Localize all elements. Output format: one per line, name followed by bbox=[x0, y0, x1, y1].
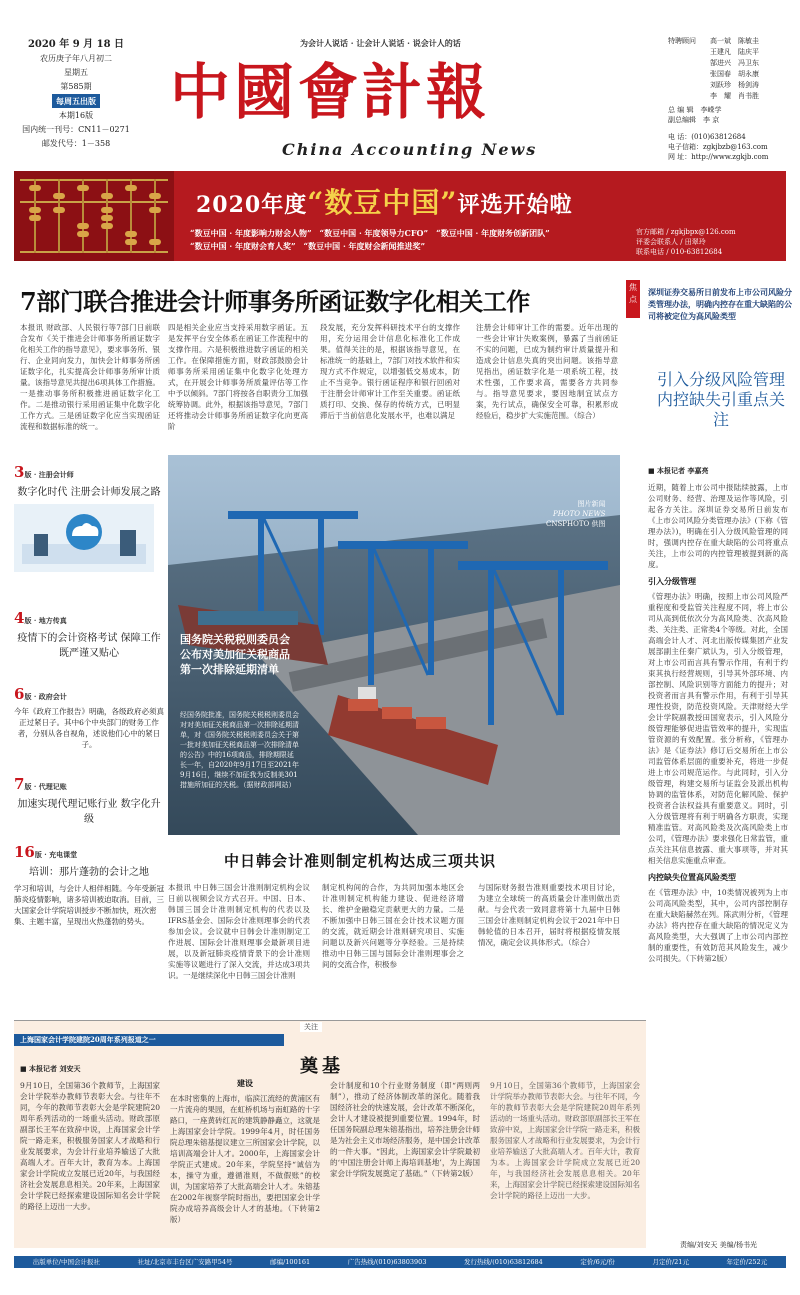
digital-cloud-illustration bbox=[14, 504, 154, 572]
index-summary: 学习和培训，与会计人相伴相随。今年受新冠肺炎疫情影响，诸多培训被迫取消。目前，三大国家会计学院培训授步不断加快，班次密集、主题丰富，呈现出火热蓬勃的势头。 bbox=[14, 884, 164, 926]
contact-email: 电子信箱：zgkjbzb@163.com bbox=[668, 143, 768, 151]
right-article bbox=[648, 482, 788, 1232]
feature-headline[interactable]: 奠基 bbox=[300, 1056, 344, 1077]
right-subhead-2: 内控缺失位置高风险类型 bbox=[648, 872, 736, 882]
page-count: 本期16版 bbox=[58, 111, 94, 120]
feature-body: 在本时密集的上海市，临滨江流经的黄浦区有一片流舟的果园，在虹桥机场与南虹路的十字路口，一座黄砖红瓦的建筑静静矗立，这就是上海国家会计学院。1999年4月，时任国务院总理朱镕基提议建立三所国家会计学院，以培训高端会计人才。2000年，上海国家会计学院正式建成。20年来，学院坚持“诚信为本，操守为重，遵循准则，不做假账”的校训，为国家培养了大批高端会计人才。朱镕基在2002年视察学院时指出，要把国家会计学院办成培养高级会计人才的基地。（下转第2版） bbox=[170, 1094, 320, 1224]
photo-caption: 经国务院批准，国务院关税税则委员会对对美加征关税商品第一次排除延期清单，对《国务院关税税则委员会关于第一批对美加征关税商品第一次排除清单的公告》中的16项商品，排除期限延长一年，自2020年9月17日至2021年9月16日，继续不加征我为反制美301措施所加征的关税。（据财政部网站） bbox=[180, 711, 299, 789]
editor-row: 副总编辑 李 京 bbox=[668, 116, 720, 124]
section-label: 版 · 充电课堂 bbox=[34, 850, 78, 859]
award-row: “数豆中国 · 年度财会育人奖” “数豆中国 · 年度财会新闻推进奖” bbox=[190, 241, 426, 251]
footer-item: 月定价/21元 bbox=[652, 1258, 689, 1266]
newspaper-title: 中國會計報 bbox=[170, 58, 490, 128]
feature-col-4: 9月10日，全国第36个教师节，上海国家会计学院举办教师节表彰大会。与往年不同，今年的教师节表彰大会是学院建院20周年系列活动的一场重头活动。财政部原副部长王军在致辞中说，上海国家会计学院一路走来，积极服务国家人才战略和行业发展要求，为会计行业培养输送了大批高端人才。百年大计，教育为本。上海国家会计学院成立发展已近20年，与我国经济社会发展息息相关。20年来，上海国家会计学院已经探索建设国际知名会计学院的路径上迈出一大步。 bbox=[490, 1081, 640, 1200]
lead-col-2: 四是相关企业应当支持采用数字函证。五是发挥平台安全体系在函证工作流程中的支撑作用。六是积极推进数字函证的相关工作。在保障措施方面，财政部鼓励会计师事务所采用函证集中化数字化处理方式，在开展会计师事务所质量评估等工作中予以倾斜。7部门将按各自职责分工加强统筹协调。此外，根据该指导意见，7部门还将推动会计师事务所函证数字化向更高阶 bbox=[168, 323, 308, 431]
index-item-page-6[interactable] bbox=[14, 684, 164, 750]
right-headline[interactable]: 引入分级风险管理 内控缺失引重点关注 bbox=[656, 370, 785, 429]
right-body-1: 近期，随着上市公司中报陆续披露，上市公司财务、经营、治理及运作等风险，引起各方关注。深圳证券交易所日前发布《上市公司风险分类管理办法》(下称《管理办法》)，明确在引入分级风险管理的同时，强调内控存在重大缺陷的公司将重点关注，上市公司的内控管理被提到新的高度。 bbox=[648, 483, 788, 569]
advisors-label: 特聘顾问 bbox=[668, 37, 696, 45]
cn-number: 国内统一刊号：CN11－0271 bbox=[22, 125, 130, 134]
masthead-info bbox=[16, 38, 136, 151]
contact-website: 网 址：http://www.zgkjb.com bbox=[668, 153, 769, 161]
index-item-page-16[interactable] bbox=[14, 842, 164, 927]
footer-bar bbox=[14, 1256, 786, 1268]
story2-headline[interactable]: 中日韩会计准则制定机构达成三项共识 bbox=[224, 852, 497, 870]
weekday: 星期五 bbox=[64, 68, 88, 77]
feature-subhead: 建设 bbox=[237, 1078, 253, 1088]
editors bbox=[668, 105, 721, 125]
index-headline: 疫情下的会计资格考试 保障工作既严谨又贴心 bbox=[17, 633, 161, 659]
feature-byline: ■ 本报记者 刘安天 bbox=[20, 1064, 81, 1073]
postal-code: 邮发代号：1－358 bbox=[41, 139, 111, 148]
feature-col-2 bbox=[170, 1072, 320, 1240]
slogan: 为会计人说话 · 让会计人说话 · 说会计人的话 bbox=[300, 38, 461, 48]
right-body-2: 《管理办法》明确，按照上市公司风险严重程度和受监管关注程度不同，将上市公司从高到低依次分为高风险类、次高风险类、关注类、正常类4个等级。对此，全国高端会计人才、河北出版传媒集团产业发展部副主任秦广斌认为，引入分级管理，对上市公司而言具有警示作用，有利于约束其执行经营规则，引导其外部环境、内部控制、风险识别等方面能力的提升；对投资者而言具有警示作用，有利于引导其理性投资，防范投资风险。天津财经大学会计学院副教授田国宽表示，引入风险分级管理能够促进监管效率的提升，实现监管资源的有效配置。张分析称，《管理办法》是《证券法》修订后交易所在上市公司监管体系层面的重要补充，将进一步促进上市公司规范运作。与此同时，引入分级管理，构建交易所与证监会及派出机构协调的监管体系，对防范化解风险、保护投资者合法权益具有重要意义。同时，引入分级管理将有利于明确各方职责，实现精准监管。对高风险类及次高风险类上市公司，《管理办法》要求强化日常监管，重点关注其信息披露、重大事项等，并对其相关信息实施重点审查。 bbox=[648, 592, 788, 865]
section-label: 版 · 政府会计 bbox=[24, 692, 67, 701]
banner-contact-person: 评委会联系人 / 田翠玲 bbox=[636, 238, 706, 246]
banner-phone: 联系电话 / 010-63812684 bbox=[636, 248, 723, 256]
section-label: 版 · 注册会计师 bbox=[24, 470, 74, 479]
index-summary: 今年《政府工作报告》明确，各级政府必须真正过紧日子。其中6个中央部门的财务工作者，分别从各自视角，述说他们心中的紧日子。 bbox=[14, 707, 164, 749]
photo-credit: CNSPHOTO 供图 bbox=[546, 520, 606, 528]
footer-item: 广告热线/(010)63803903 bbox=[347, 1258, 427, 1266]
banner-call: 评选开始啦 bbox=[457, 192, 573, 218]
banner-title bbox=[196, 181, 572, 221]
advisor-row: 高一斌 陈敏圭 bbox=[710, 37, 759, 45]
feature-series: 上海国家会计学院建院20周年系列报道之一 bbox=[14, 1034, 284, 1046]
newspaper-title-en: China Accounting News bbox=[282, 140, 538, 159]
index-item-page-7[interactable] bbox=[14, 774, 164, 827]
index-item-page-3[interactable] bbox=[14, 462, 164, 576]
contact-phone: 电 话：(010)63812684 bbox=[668, 133, 746, 141]
banner-brand: “数豆中国” bbox=[307, 186, 458, 219]
section-label: 版 · 地方传真 bbox=[24, 616, 67, 625]
right-body-3: 在《管理办法》中，10类情况被列为上市公司高风险类型，其中，公司内部控制存在重大缺陷赫然在列。陈武则分析，《管理办法》将内控存在重大缺陷的情况定义为高风险类型，大大强调了上市公司内部控制的重要性，有效防范其风险发生，减少公司损失。（下转第2版） bbox=[648, 888, 788, 963]
advisor-row: 张国春 胡永康 bbox=[710, 70, 759, 78]
issue-date: 2020 年 9 月 18 日 bbox=[27, 39, 125, 50]
abacus-illustration bbox=[14, 171, 174, 261]
index-headline: 培训：那片蓬勃的会计之地 bbox=[29, 867, 149, 878]
editor-row: 总 编 辑 李嵘学 bbox=[668, 106, 722, 114]
photo-news-en: PHOTO NEWS bbox=[553, 510, 606, 518]
page-number: 16 bbox=[14, 843, 35, 861]
page-number: 7 bbox=[14, 775, 25, 793]
editor-line: 责编/刘安天 美编/杨书光 bbox=[680, 1241, 757, 1249]
footer-item: 社址/北京市丰台区广安路甲54号 bbox=[137, 1258, 233, 1266]
lead-headline[interactable]: 7部门联合推进会计师事务所函证数字化相关工作 bbox=[20, 287, 530, 316]
advisor-row: 郜进兴 冯卫东 bbox=[710, 59, 759, 67]
footer-item: 邮编/100161 bbox=[270, 1258, 311, 1266]
photo-news-label bbox=[546, 499, 605, 529]
advisor-row: 李 耀 肖书胜 bbox=[710, 92, 759, 100]
focus-tag: 焦点 bbox=[626, 280, 640, 318]
section-label: 版 · 代理记账 bbox=[24, 782, 67, 791]
issue-number: 第585期 bbox=[60, 82, 92, 91]
banner-email: 官方邮箱 / zgkjbpx@126.com bbox=[636, 228, 736, 236]
index-headline: 数字化时代 注册会计师发展之路 bbox=[17, 487, 161, 498]
footer-item: 定价/6元/份 bbox=[580, 1258, 615, 1266]
feature-label: 关注 bbox=[300, 1022, 322, 1032]
right-teaser: 深圳证券交易所日前发布上市公司风险分类管理办法，明确内控存在重大缺陷的公司将被定位为高风险类型 bbox=[648, 287, 792, 321]
index-headline: 加速实现代理记账行业 数字化升级 bbox=[17, 799, 161, 825]
footer-item: 年定价/252元 bbox=[726, 1258, 768, 1266]
lead-col-1: 本报讯 财政部、人民银行等7部门日前联合发布《关于推进会计师事务所函证数字化相关工作的指导意见》，要求事务所、银行、企业同向发力，加快会计师事务所函证数字化，扎实提高会计师事务所审计质量。该指导意见共提出6项具体工作措施。一是推动事务所积极推进函证数字化工作。二是推动银行采用函证集中化数字化工作方式。三是函证数字化应当实现函证流程和数据标准的统一。 bbox=[20, 323, 160, 431]
advisor-row: 刘跃珍 杨剑涛 bbox=[710, 81, 759, 89]
footer-item: 发行热线/(010)63812684 bbox=[464, 1258, 543, 1266]
lead-col-3: 段发展，充分发挥科研技术平台的支撑作用，充分运用会计信息化标准化工作成果。值得关注的是，根据该指导意见，在标准统一的基础上，7部门对技术软件和实现方式不作规定，以增强低交易成本，防止不当竞争。银行函证程序和银行回函对于注册会计师审计工作至关重要。函证纸质打印、交换、保存的传统方式，已明显滞后于当前信息化发展水平，也难以满足 bbox=[320, 323, 460, 420]
award-row: “数豆中国 · 年度影响力财会人物” “数豆中国 · 年度领导力CFO” “数豆中国 · 年度财务创新团队” bbox=[190, 228, 550, 238]
page-number: 3 bbox=[14, 463, 25, 481]
advisor-row: 王建凡 陆庆平 bbox=[710, 48, 759, 56]
lead-col-4: 注册会计师审计工作的需要。近年出现的一些会计审计失败案例，暴露了当前函证不实的问题，已成为制约审计质量提升和造成会计信息失真的突出问题。该指导意见指出，函证数字化是一项系统工程，技术性强，工作要求高，需要各方共同参与。指导意见要求，要因地制宜试点方案，先行试点，确保安全可靠，积累形成经验后，稳步扩大实施范围。（综合） bbox=[476, 323, 618, 420]
feature-col-3: 会计制度和10个行业财务制度（即“两则两制”），推动了经济体制改革的深化。随着我国经济社会的快速发展，会计改革不断深化，会计人才建设被提到重要位置。1994年，时任国务院副总理朱镕基指出，培养注册会计师是为社会主义市场经济服务，是中国会计改革的一件大事。“因此，上海国家会计学院最初的‘中国注册会计师上海培训基地’，为上海国家会计学院发展奠定了基础。”（下转第2版） bbox=[330, 1081, 480, 1178]
right-subhead-1: 引入分级管理 bbox=[648, 576, 696, 586]
banner-year: 2020年度 bbox=[196, 192, 308, 218]
story2-col-3: 与国际财务报告准则重要技术项目讨论，为建立全球统一的高质量会计准则做出贡献。与会代表一致同意将第十九届中日韩三国会计准则制定机构会议于2021年中日韩轮值的日本召开，届时将根据疫情发展情况，确定会议具体形式。（综合） bbox=[478, 883, 620, 947]
page-number: 4 bbox=[14, 609, 25, 627]
banner-awards bbox=[190, 227, 550, 253]
photo-headline[interactable]: 国务院关税税则委员会公布对美加征关税商品第一次排除延期清单 bbox=[180, 633, 290, 676]
story2-col-1: 本报讯 中日韩三国会计准则制定机构会议日前以视频会议方式召开。中国、日本、韩国三国会计准则制定机构的代表以及IFRS基金会、国际会计准则理事会的代表参加会议。会议就中日韩会计准则制定工作进展、国际会计准则理事会最新项目进展，以及新冠肺炎疫情背景下的会计准则实施等议题进行了深入交流，并达成3项共识。一是继续深化中日韩三国会计准则 bbox=[168, 883, 310, 980]
story2-col-2: 制定机构间的合作，为共同加强本地区会计准则制定机构能力建设、促进经济增长、维护金融稳定贡献更大的力量。二是不断加强中日韩三国在会计技术议题方面的交流，就近期会计准则研究项目、实施问题以及新兴问题等分享经验。三是持续推动中日韩三国与国际会计准则理事会之间的交流合作，积极参 bbox=[322, 883, 464, 969]
weekly-badge: 每周五出版 bbox=[52, 94, 100, 108]
photo-news-cn: 图片新闻 bbox=[577, 500, 606, 508]
page-number: 6 bbox=[14, 685, 25, 703]
footer-item: 出版单位/中国会计报社 bbox=[32, 1258, 100, 1266]
index-item-page-4[interactable] bbox=[14, 608, 164, 661]
contact-info bbox=[668, 132, 768, 162]
feature-col-1: 9月10日，全国第36个教师节，上海国家会计学院举办教师节表彰大会。与往年不同，今年的教师节表彰大会是学院建院20周年系列活动的一场重头活动。财政部原副部长王军在致辞中说，上海国家会计学院一路走来，积极服务国家人才战略和行业发展要求，为会计行业培养输送了大批高端人才。百年大计，教育为本。上海国家会计学院成立发展已近20年，与我国经济社会发展息息相关。20年来，上海国家会计学院已经探索建设国际知名会计学院的路径上迈出一大步。 bbox=[20, 1081, 160, 1211]
right-byline: ■ 本报记者 李嘉亮 bbox=[648, 466, 709, 475]
lunar-date: 农历庚子年八月初二 bbox=[40, 54, 112, 63]
banner-contact bbox=[636, 227, 736, 257]
